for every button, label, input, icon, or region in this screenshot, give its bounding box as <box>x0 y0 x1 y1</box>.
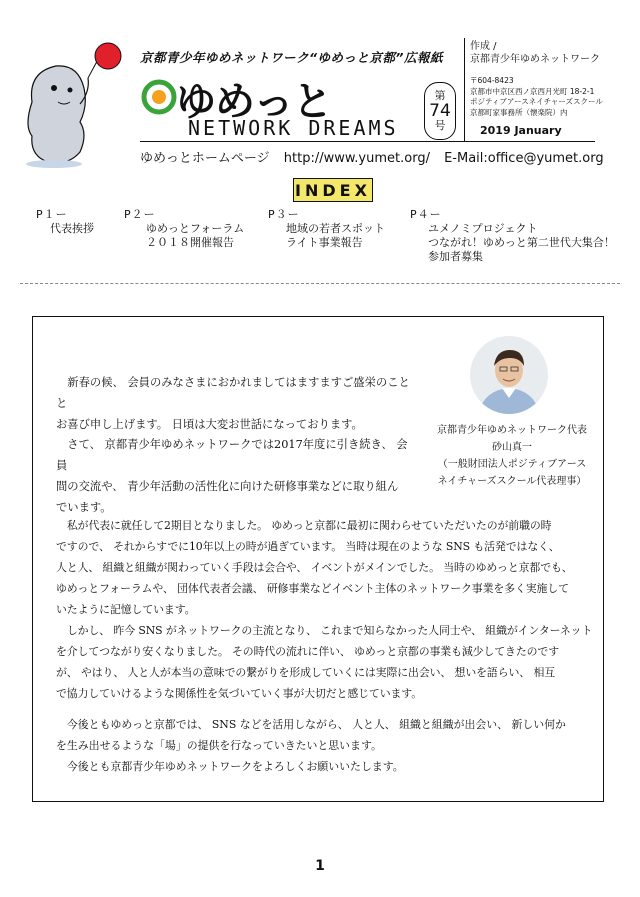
homepage-link[interactable]: http://www.yumet.org/ <box>283 151 430 166</box>
issue-number: 74 <box>429 101 451 121</box>
paragraph-line: お喜び申し上げます。 日頃は大変お世話になっております。 <box>56 418 363 431</box>
representative-title: 京都青少年ゆめネットワーク代表 <box>437 425 587 436</box>
paragraph-line: 新春の候、 会員のみなさまにおかれましてはますますご盛栄のことと <box>56 376 410 410</box>
index-page-label: P４ー <box>410 208 442 221</box>
issue-suffix: 号 <box>434 119 446 132</box>
index-item: ライト事業報告 <box>286 236 363 249</box>
address-line: 京都市中京区西ノ京西月光町 18-2-1 <box>470 86 595 96</box>
paragraph-line: を生み出せるような「場」の提供を行なっていきたいと思います。 <box>56 739 382 752</box>
representative-caption <box>432 422 592 490</box>
paragraph-line: ですので、 それからすでに10年以上の時が過ぎています。 当時は現在のような SNS も活発ではなく、 <box>56 540 560 553</box>
representative-affiliation: （一般財団法人ポジティブアース <box>437 459 587 470</box>
issue-number-badge <box>424 82 456 140</box>
logo-title: ゆめっと <box>176 79 332 125</box>
email-link[interactable]: E-Mail:office@yumet.org <box>444 151 604 166</box>
mascot-illustration <box>18 42 128 170</box>
homepage-label: ゆめっとホームページ <box>140 151 270 166</box>
paragraph-line: 私が代表に就任して2期目となりました。 ゆめっと京都に最初に関わらせていただいたのが前職の時 <box>66 519 552 532</box>
paragraph-line: 間の交流や、 青少年活動の活性化に向けた研修事業などに取り組ん <box>56 480 399 493</box>
address-line: ポジティブアースネイチャーズスクール <box>470 97 603 106</box>
paragraph-line: 今後とも京都青少年ゆめネットワークをよろしくお願いいたします。 <box>66 760 404 773</box>
index-entry[interactable] <box>410 208 615 264</box>
paragraph-line: いたように記憶しています。 <box>56 603 196 616</box>
paragraph-line: で協力していけるような関係性を気づいていく事が大切だと感じています。 <box>56 687 423 700</box>
issue-prefix: 第 <box>434 89 446 102</box>
representative-affiliation: ネイチャーズスクール代表理事） <box>437 476 587 487</box>
address-line: 〒604-8423 <box>470 76 514 85</box>
publisher-label: 作成 / <box>470 41 497 52</box>
greeting-paragraph <box>56 515 596 704</box>
section-divider <box>20 283 620 284</box>
paragraph-line: でいます。 <box>56 501 112 514</box>
publisher-block <box>470 40 620 66</box>
index-item: ユメノミプロジェクト <box>428 222 538 235</box>
representative-name: 砂山真一 <box>492 442 532 453</box>
index-item: 代表挨拶 <box>50 222 94 235</box>
index-item: ゆめっとフォーラム <box>146 222 245 235</box>
paragraph-line: が、 やはり、 人と人が本当の意味での繋がりを形成していくには実際に出会い、 想いを語らい、 相互 <box>56 666 556 679</box>
page-number: 1 <box>315 858 325 874</box>
index-item: つながれ！ゆめっと第二世代大集合！ <box>428 236 615 249</box>
index-entry[interactable] <box>124 208 244 250</box>
header-divider-vertical <box>464 38 465 142</box>
paragraph-line: さて、 京都青少年ゆめネットワークでは2017年度に引き続き、 会員 <box>56 438 408 472</box>
logo-subtitle: NETWORK DREAMS <box>188 116 399 140</box>
index-page-label: P２ー <box>124 208 156 221</box>
header-divider <box>140 141 595 142</box>
greeting-paragraph <box>56 714 596 777</box>
address-line: 京都町家事務所（懐楽院）内 <box>470 107 568 117</box>
paragraph-line: を介してつながり安くなりました。 その時代の流れに伴い、 ゆめっと京都の事業も減少してきたのです <box>56 645 559 658</box>
paragraph-line: しかし、 昨今 SNS がネットワークの主流となり、 これまで知らなかった人同士や、 組織がインターネット <box>66 624 593 637</box>
greeting-paragraph <box>56 434 416 518</box>
paragraph-line: ゆめっとフォーラムや、 団体代表者会議、 研修事業などイベント主体のネットワーク事業を多く実施して <box>56 582 569 595</box>
logo-mark-icon <box>140 78 178 116</box>
newsletter-tagline: 京都青少年ゆめネットワーク“ゆめっと京都”広報紙 <box>140 50 443 65</box>
index-title: INDEX <box>293 178 373 202</box>
representative-photo <box>470 336 548 414</box>
greeting-paragraph <box>56 372 416 435</box>
index-page-label: P１ー <box>36 208 68 221</box>
index-entry[interactable] <box>36 208 94 236</box>
issue-date: 2019 January <box>480 124 562 137</box>
paragraph-line: 今後ともゆめっと京都では、 SNS などを活用しながら、 人と人、 組織と組織が出会い、 新しい何か <box>66 718 566 731</box>
index-entry[interactable] <box>268 208 385 250</box>
index-page-label: P３ー <box>268 208 300 221</box>
paragraph-line: 人と人、 組織と組織が関わっていく手段は会合や、 イベントがメインでした。 当時のゆめっと京都でも、 <box>56 561 573 574</box>
publisher-name: 京都青少年ゆめネットワーク <box>470 54 600 65</box>
index-item: ２０１８開催報告 <box>146 236 234 249</box>
publisher-address <box>470 76 630 118</box>
homepage-line <box>140 147 614 166</box>
index-item: 地域の若者スポット <box>286 222 385 235</box>
index-item: 参加者募集 <box>428 250 483 263</box>
